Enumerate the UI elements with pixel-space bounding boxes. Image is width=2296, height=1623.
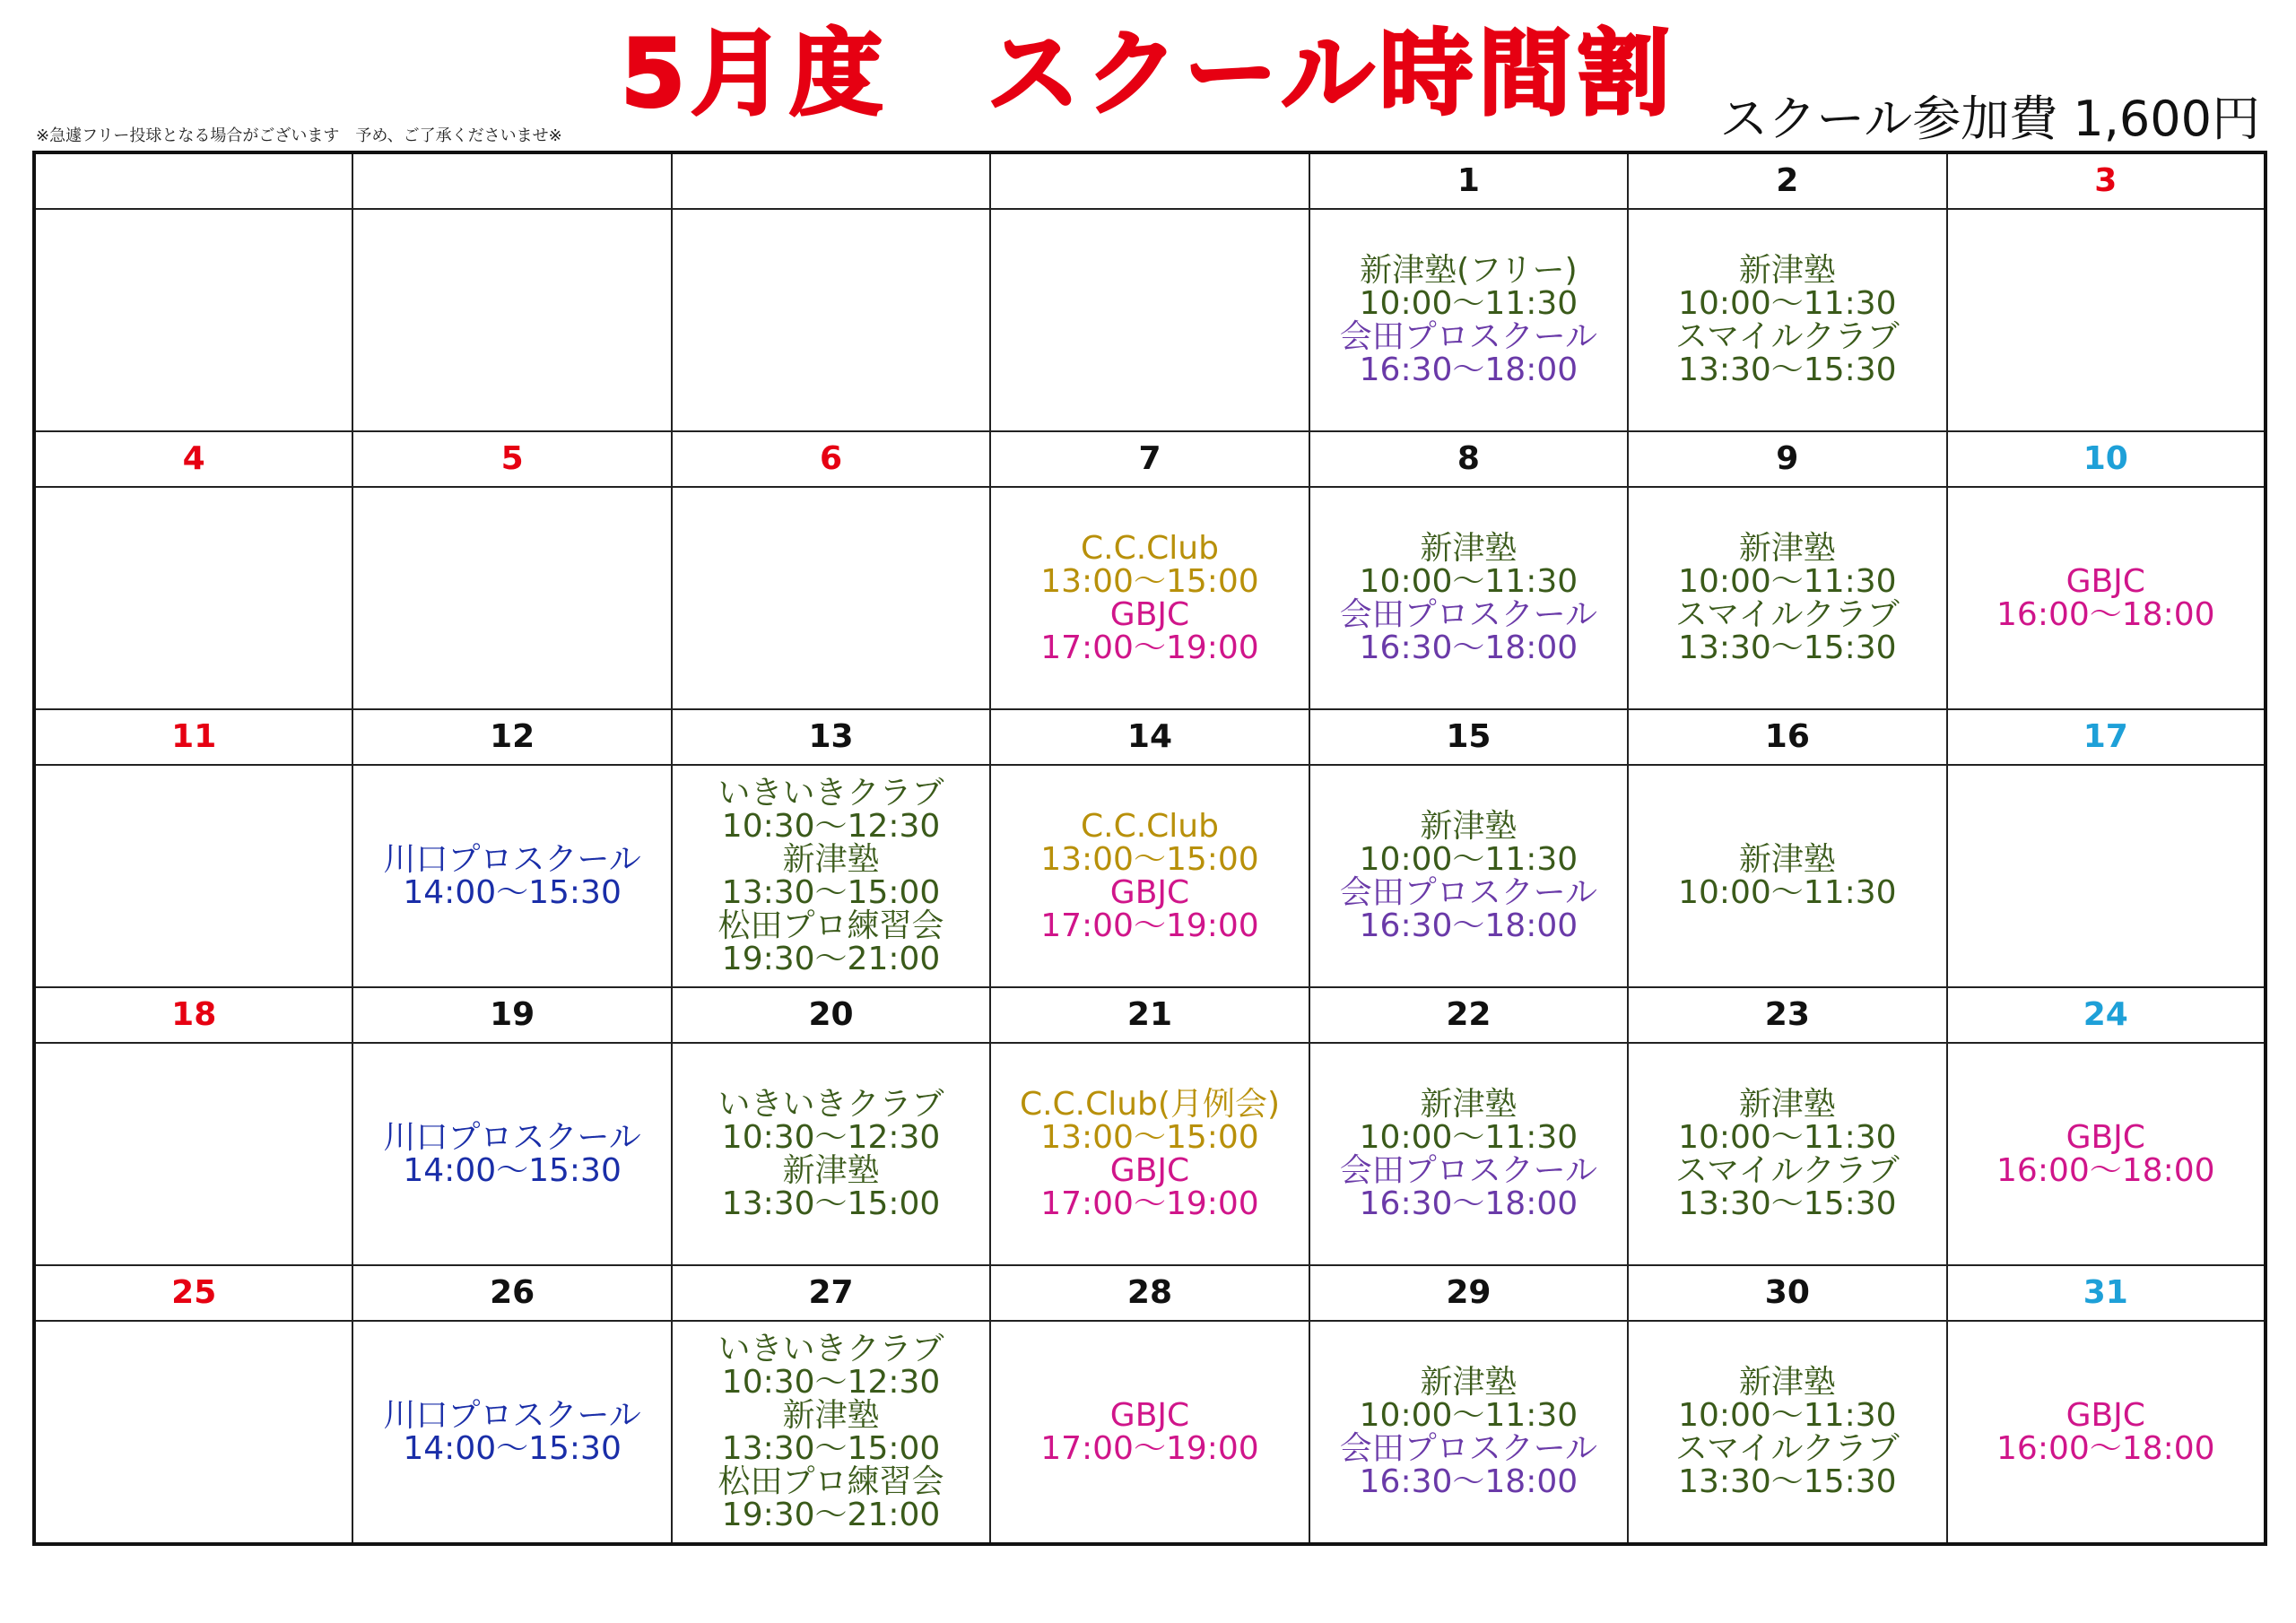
event-name: 松田プロ練習会 — [718, 1463, 944, 1500]
event-time: 10:00～11:30 — [1359, 1119, 1578, 1156]
event-name: スマイルクラブ — [1674, 1152, 1900, 1189]
event-name: 新津塾 — [782, 1152, 880, 1189]
date-cell: 16 — [1628, 709, 1946, 765]
event-time: 17:00～19:00 — [1040, 1430, 1259, 1467]
event-time: 10:00～11:30 — [1359, 285, 1578, 322]
event-name: いきいきクラブ — [718, 1331, 944, 1367]
date-cell: 28 — [990, 1265, 1309, 1321]
event-time: 10:00～11:30 — [1359, 1397, 1578, 1434]
event-time: 19:30～21:00 — [721, 941, 941, 977]
date-cell: 15 — [1309, 709, 1628, 765]
event-name: C.C.Club — [1080, 808, 1219, 845]
events-cell — [672, 1321, 990, 1544]
event-time: 16:30～18:00 — [1359, 1185, 1578, 1222]
event-time: 13:30～15:00 — [721, 1430, 941, 1467]
events-row — [34, 765, 2266, 987]
event-name: 会田プロスクール — [1339, 1152, 1598, 1189]
date-row — [34, 152, 2266, 209]
event-name: 新津塾 — [1738, 841, 1836, 878]
date-cell: 7 — [990, 431, 1309, 487]
events-cell — [1309, 1321, 1628, 1544]
event-time: 13:30～15:00 — [721, 874, 941, 911]
event-name: 新津塾 — [1420, 1364, 1518, 1401]
event-name: 会田プロスクール — [1339, 318, 1598, 355]
events-cell — [990, 1321, 1309, 1544]
date-cell: 30 — [1628, 1265, 1946, 1321]
events-cell — [1947, 209, 2266, 431]
event-name: 新津塾 — [1420, 808, 1518, 845]
date-cell: 5 — [352, 431, 671, 487]
event-time: 14:00～15:30 — [403, 1430, 622, 1467]
events-cell — [1947, 487, 2266, 709]
event-time: 13:30～15:30 — [1678, 352, 1897, 388]
date-cell: 31 — [1947, 1265, 2266, 1321]
events-cell — [352, 487, 671, 709]
page-title: 5月度 スクール時間割 — [620, 19, 1676, 128]
event-name: いきいきクラブ — [718, 775, 944, 812]
date-cell: 18 — [34, 987, 352, 1043]
event-name: 新津塾 — [782, 1397, 880, 1434]
event-name: 新津塾 — [782, 841, 880, 878]
schedule-calendar — [32, 151, 2267, 1546]
events-cell — [34, 209, 352, 431]
event-time: 10:00～11:30 — [1359, 563, 1578, 600]
event-name: 新津塾(フリー) — [1360, 252, 1578, 289]
event-time: 13:30～15:30 — [1678, 1463, 1897, 1500]
events-cell — [990, 487, 1309, 709]
event-name: 新津塾 — [1738, 1364, 1836, 1401]
events-cell — [34, 1043, 352, 1265]
date-cell: 1 — [1309, 152, 1628, 209]
event-name: 川口プロスクール — [383, 841, 641, 878]
event-time: 10:00～11:30 — [1678, 563, 1897, 600]
event-time: 16:00～18:00 — [1996, 1152, 2215, 1189]
date-cell: 26 — [352, 1265, 671, 1321]
event-name: いきいきクラブ — [718, 1086, 944, 1123]
events-cell — [672, 209, 990, 431]
event-name: GBJC — [1109, 874, 1190, 911]
date-cell: 4 — [34, 431, 352, 487]
events-cell — [352, 1043, 671, 1265]
school-fee: スクール参加費 1,600円 — [1719, 91, 2260, 147]
events-cell — [1628, 487, 1946, 709]
date-cell: 8 — [1309, 431, 1628, 487]
events-cell — [34, 487, 352, 709]
events-cell — [34, 765, 352, 987]
event-name: スマイルクラブ — [1674, 596, 1900, 633]
date-cell: 19 — [352, 987, 671, 1043]
event-time: 16:30～18:00 — [1359, 629, 1578, 666]
event-time: 10:00～11:30 — [1359, 841, 1578, 878]
events-cell — [1309, 487, 1628, 709]
event-time: 10:00～11:30 — [1678, 285, 1897, 322]
event-name: 松田プロ練習会 — [718, 907, 944, 944]
date-row — [34, 709, 2266, 765]
event-name: 新津塾 — [1738, 252, 1836, 289]
event-time: 10:00～11:30 — [1678, 1119, 1897, 1156]
date-cell: 12 — [352, 709, 671, 765]
events-cell — [1628, 1043, 1946, 1265]
event-name: 会田プロスクール — [1339, 1430, 1598, 1467]
event-name: スマイルクラブ — [1674, 318, 1900, 355]
event-time: 14:00～15:30 — [403, 1152, 622, 1189]
date-cell — [990, 152, 1309, 209]
events-cell — [1628, 765, 1946, 987]
event-name: GBJC — [2066, 1119, 2145, 1156]
event-time: 10:30～12:30 — [721, 1364, 941, 1401]
event-time: 16:30～18:00 — [1359, 907, 1578, 944]
date-cell — [352, 152, 671, 209]
event-time: 16:00～18:00 — [1996, 1430, 2215, 1467]
events-row — [34, 209, 2266, 431]
events-cell — [1947, 1321, 2266, 1544]
date-cell: 11 — [34, 709, 352, 765]
event-time: 19:30～21:00 — [721, 1497, 941, 1533]
date-cell: 13 — [672, 709, 990, 765]
date-cell: 20 — [672, 987, 990, 1043]
event-time: 13:30～15:30 — [1678, 629, 1897, 666]
date-cell: 6 — [672, 431, 990, 487]
event-name: 新津塾 — [1420, 530, 1518, 567]
date-cell: 21 — [990, 987, 1309, 1043]
events-cell — [990, 209, 1309, 431]
event-name: 新津塾 — [1420, 1086, 1518, 1123]
date-cell — [34, 152, 352, 209]
event-name: GBJC — [1109, 596, 1190, 633]
event-time: 10:00～11:30 — [1678, 1397, 1897, 1434]
event-time: 16:30～18:00 — [1359, 352, 1578, 388]
event-name: 川口プロスクール — [383, 1397, 641, 1434]
event-name: GBJC — [2066, 563, 2145, 600]
event-time: 10:30～12:30 — [721, 1119, 941, 1156]
events-cell — [672, 487, 990, 709]
events-cell — [1309, 1043, 1628, 1265]
events-row — [34, 1043, 2266, 1265]
event-name: GBJC — [2066, 1397, 2145, 1434]
events-row — [34, 487, 2266, 709]
events-cell — [1309, 765, 1628, 987]
event-name: C.C.Club(月例会) — [1019, 1086, 1280, 1123]
event-time: 13:00～15:00 — [1040, 563, 1259, 600]
events-cell — [1947, 1043, 2266, 1265]
date-row — [34, 1265, 2266, 1321]
date-cell: 29 — [1309, 1265, 1628, 1321]
event-time: 13:00～15:00 — [1040, 1119, 1259, 1156]
event-time: 16:00～18:00 — [1996, 596, 2215, 633]
event-time: 13:30～15:30 — [1678, 1185, 1897, 1222]
events-cell — [352, 765, 671, 987]
date-cell: 2 — [1628, 152, 1946, 209]
date-cell: 17 — [1947, 709, 2266, 765]
events-cell — [1947, 765, 2266, 987]
event-time: 13:30～15:00 — [721, 1185, 941, 1222]
event-name: 新津塾 — [1738, 530, 1836, 567]
date-cell: 9 — [1628, 431, 1946, 487]
events-cell — [990, 1043, 1309, 1265]
event-name: GBJC — [1109, 1397, 1190, 1434]
event-time: 17:00～19:00 — [1040, 629, 1259, 666]
event-time: 17:00～19:00 — [1040, 1185, 1259, 1222]
events-cell — [34, 1321, 352, 1544]
date-cell: 27 — [672, 1265, 990, 1321]
event-time: 14:00～15:30 — [403, 874, 622, 911]
events-cell — [1628, 209, 1946, 431]
event-name: 川口プロスクール — [383, 1119, 641, 1156]
date-cell: 10 — [1947, 431, 2266, 487]
event-name: 会田プロスクール — [1339, 596, 1598, 633]
event-name: スマイルクラブ — [1674, 1430, 1900, 1467]
event-name: GBJC — [1109, 1152, 1190, 1189]
event-time: 13:00～15:00 — [1040, 841, 1259, 878]
event-time: 10:00～11:30 — [1678, 874, 1897, 911]
events-row — [34, 1321, 2266, 1544]
events-cell — [990, 765, 1309, 987]
date-cell: 22 — [1309, 987, 1628, 1043]
events-cell — [1309, 209, 1628, 431]
event-time: 17:00～19:00 — [1040, 907, 1259, 944]
date-cell: 23 — [1628, 987, 1946, 1043]
date-cell: 24 — [1947, 987, 2266, 1043]
events-cell — [672, 1043, 990, 1265]
event-name: 会田プロスクール — [1339, 874, 1598, 911]
notice-text: ※急遽フリー投球となる場合がございます 予め、ご了承くださいませ※ — [36, 126, 562, 145]
date-cell: 3 — [1947, 152, 2266, 209]
events-cell — [352, 209, 671, 431]
event-name: 新津塾 — [1738, 1086, 1836, 1123]
date-row — [34, 987, 2266, 1043]
events-cell — [672, 765, 990, 987]
date-cell: 25 — [34, 1265, 352, 1321]
date-cell: 14 — [990, 709, 1309, 765]
events-cell — [1628, 1321, 1946, 1544]
date-cell — [672, 152, 990, 209]
events-cell — [352, 1321, 671, 1544]
date-row — [34, 431, 2266, 487]
event-name: C.C.Club — [1080, 530, 1219, 567]
event-time: 16:30～18:00 — [1359, 1463, 1578, 1500]
event-time: 10:30～12:30 — [721, 808, 941, 845]
